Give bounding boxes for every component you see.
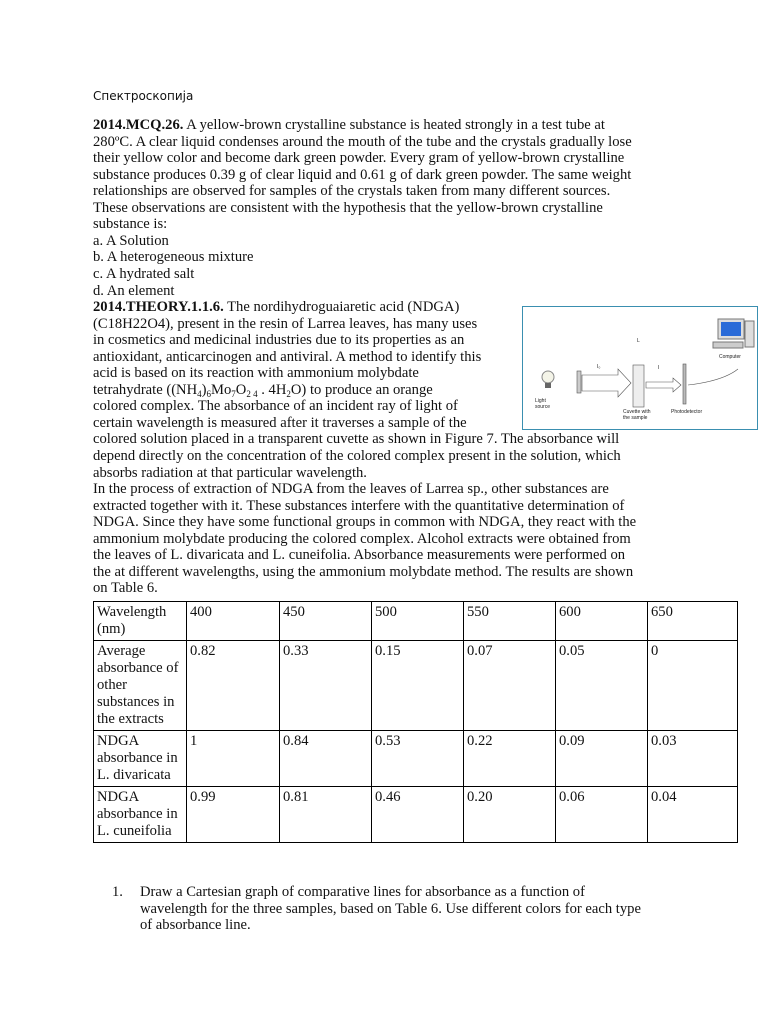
mcq-question-line: 280ºC. A clear liquid condenses around the mouth of the tube and the crystals gradually lose [93, 133, 632, 150]
fig-label-cuvette: Cuvette with the sample [623, 409, 651, 421]
photodetector [683, 364, 686, 404]
mcq-option: b. A heterogeneous mixture [93, 249, 254, 266]
table-cell: 0.15 [372, 641, 464, 731]
table-cell: 0.03 [648, 731, 738, 787]
computer-icon [713, 319, 754, 348]
theory-line: colored complex. The absorbance of an incident ray of light of [93, 398, 458, 415]
table-cell: 0.81 [280, 787, 372, 843]
table-6 [93, 601, 738, 843]
table-cell: 650 [648, 602, 738, 641]
table-row [94, 731, 738, 787]
table-cell: 0.09 [556, 731, 648, 787]
table-cell: 0.46 [372, 787, 464, 843]
table-cell: Wavelength (nm) [94, 602, 187, 641]
mcq-option: a. A Solution [93, 232, 169, 249]
table-row [94, 787, 738, 843]
theory-line: colored solution placed in a transparent cuvette as shown in Figure 7. The absorbance will [93, 431, 620, 448]
light-bulb-icon [542, 371, 554, 388]
slit [577, 371, 581, 393]
table-cell: 0.53 [372, 731, 464, 787]
fig-label-l: L [637, 338, 640, 344]
fig-label-i: I [658, 365, 660, 371]
incident-beam-arrow [582, 369, 631, 397]
table-cell: 0.33 [280, 641, 372, 731]
theory-line: (C18H22O4), present in the resin of Larrea leaves, has many uses [93, 315, 478, 332]
theory-line: ammonium molybdate producing the colored complex. Alcohol extracts were obtained from [93, 530, 631, 547]
mcq-option: c. A hydrated salt [93, 265, 195, 282]
table-row [94, 602, 738, 641]
table-cell: 0.07 [464, 641, 556, 731]
theory-line: in cosmetics and medicinal industries due to its properties as an [93, 332, 465, 349]
section-header: Спектроскопија [93, 89, 194, 103]
theory-line: NDGA. Since they have some functional groups in common with NDGA, they react with the [93, 514, 637, 531]
mcq-question-line: relationships are observed for samples of the crystals taken from many different sources. [93, 183, 611, 200]
theory-line: absorbs radiation at that particular wavelength. [93, 464, 367, 481]
theory-line: extracted together with it. These substances interfere with the quantitative determination of [93, 497, 625, 514]
fig-label-computer: Computer [719, 354, 741, 360]
theory-line: the leaves of L. divaricata and L. cuneifolia. Absorbance measurements were performed on [93, 547, 626, 564]
table-cell: NDGA absorbance in L. cuneifolia [94, 787, 187, 843]
theory-line: antioxidant, anticarcinogen and antiviral. A method to identify this [93, 348, 482, 365]
theory-line: on Table 6. [93, 580, 158, 597]
mcq-option: d. An element [93, 282, 175, 299]
cuvette [633, 365, 644, 407]
theory-line: In the process of extraction of NDGA from the leaves of Larrea sp., other substances are [93, 481, 609, 498]
table-cell: NDGA absorbance in L. divaricata [94, 731, 187, 787]
mcq-question-line: These observations are consistent with the hypothesis that the yellow-brown crystalline [93, 199, 603, 216]
table-cell: 400 [187, 602, 280, 641]
fig-label-detector: Photodetector [671, 409, 703, 415]
table-cell: 0.06 [556, 787, 648, 843]
table-cell: 450 [280, 602, 372, 641]
cable [688, 369, 738, 385]
table-cell: 0.05 [556, 641, 648, 731]
transmitted-beam-arrow [646, 378, 681, 392]
table-cell: 550 [464, 602, 556, 641]
table-cell: 600 [556, 602, 648, 641]
fig-label-i0: I₀ [597, 364, 601, 370]
theory-line: 2014.THEORY.1.1.6. The nordihydroguaiaretic acid (NDGA) [93, 299, 460, 316]
table-cell: 0.04 [648, 787, 738, 843]
formula-line: tetrahydrate ($(NH_4)_6Mo_7O_{2 4}$ . $4H_2O$) to produce an orange [93, 381, 433, 399]
fig-label-light: Light source [535, 398, 551, 410]
table-cell: 500 [372, 602, 464, 641]
question-line: Draw a Cartesian graph of comparative lines for absorbance as a function of [140, 884, 585, 900]
mcq-question-line: 2014.MCQ.26. A yellow-brown crystalline substance is heated strongly in a test tube at [93, 117, 605, 133]
mcq-question-line: their yellow color and become dark green powder. Every gram of yellow-brown crystalline [93, 150, 625, 167]
question-number: 1. [112, 884, 123, 900]
theory-line: the at different wavelengths, using the ammonium molybdate method. The results are shown [93, 563, 634, 580]
table-cell: 0.99 [187, 787, 280, 843]
question-line: of absorbance line. [140, 917, 251, 933]
table-cell: 0.20 [464, 787, 556, 843]
mcq-question-line: substance produces 0.39 g of clear liquid and 0.61 g of dark green powder. The same weight [93, 166, 632, 183]
table-cell: 1 [187, 731, 280, 787]
table-cell: 0.82 [187, 641, 280, 731]
mcq-question-line: substance is: [93, 216, 168, 233]
theory-line: certain wavelength is measured after it traverses a sample of the [93, 414, 467, 431]
figure-7-spectrophotometer [522, 306, 758, 430]
theory-line: acid is based on its reaction with ammonium molybdate [93, 365, 419, 382]
table-row [94, 641, 738, 731]
theory-line: depend directly on the concentration of the colored complex present in the solution, which [93, 448, 621, 464]
table-cell: Average absorbance of other substances in the extracts [94, 641, 187, 731]
question-line: wavelength for the three samples, based on Table 6. Use different colors for each type [140, 900, 641, 917]
table-cell: 0.84 [280, 731, 372, 787]
table-cell: 0.22 [464, 731, 556, 787]
table-cell: 0 [648, 641, 738, 731]
